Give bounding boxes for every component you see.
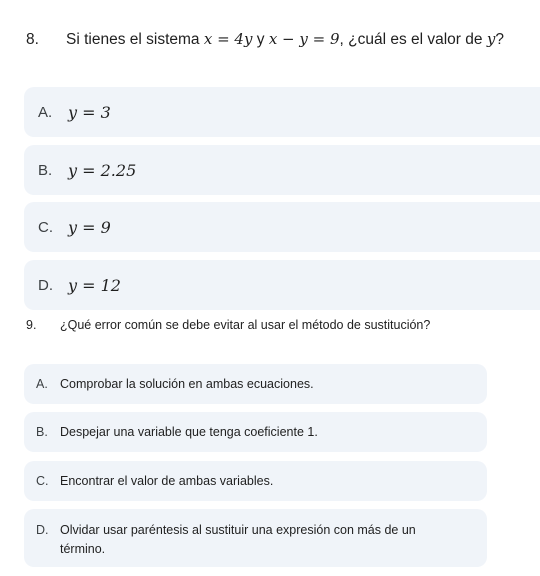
question-8-var: y [486, 30, 496, 48]
question-9-text: ¿Qué error común se debe evitar al usar el método de sustitución? [60, 318, 431, 332]
question-8-eq2: x − y = 9 [268, 30, 340, 48]
question-9-option-d[interactable] [24, 509, 487, 567]
question-8-prefix: Si tienes el sistema [66, 31, 200, 48]
question-8-mid: , ¿cuál es el valor de [339, 31, 483, 48]
option-label: Olvidar usar paréntesis al sustituir una expresión con más de un término. [60, 523, 416, 556]
question-8-option-d[interactable] [24, 260, 540, 310]
option-label: Comprobar la solución en ambas ecuaciones. [60, 377, 314, 391]
question-9-number: 9. [26, 318, 37, 332]
option-letter: A. [38, 103, 53, 121]
option-letter: A. [36, 377, 48, 391]
option-letter: D. [38, 276, 53, 294]
option-value: y = 2.25 [68, 160, 137, 180]
question-9-option-a[interactable] [24, 364, 487, 404]
question-8-eq1: x = 4y [203, 30, 253, 48]
question-9-option-c[interactable] [24, 461, 487, 501]
option-label: Encontrar el valor de ambas variables. [60, 474, 274, 488]
question-8-heading [26, 30, 536, 49]
option-letter: D. [36, 523, 49, 537]
option-letter: B. [36, 425, 48, 439]
question-8-suffix: ? [495, 31, 504, 48]
option-value: y = 3 [68, 102, 111, 122]
question-9-heading [26, 318, 526, 332]
option-label: Despejar una variable que tenga coeficiente 1. [60, 425, 318, 439]
option-letter: B. [38, 161, 53, 179]
question-8-option-a[interactable] [24, 87, 540, 137]
option-value: y = 9 [68, 217, 111, 237]
option-value: y = 12 [68, 275, 121, 295]
question-8-conj: y [256, 31, 265, 48]
option-letter: C. [36, 474, 49, 488]
question-8-number: 8. [26, 31, 39, 48]
option-letter: C. [38, 218, 53, 236]
question-8-option-c[interactable] [24, 202, 540, 252]
question-9-option-b[interactable] [24, 412, 487, 452]
question-8-option-b[interactable] [24, 145, 540, 195]
question-8-text [66, 30, 504, 49]
